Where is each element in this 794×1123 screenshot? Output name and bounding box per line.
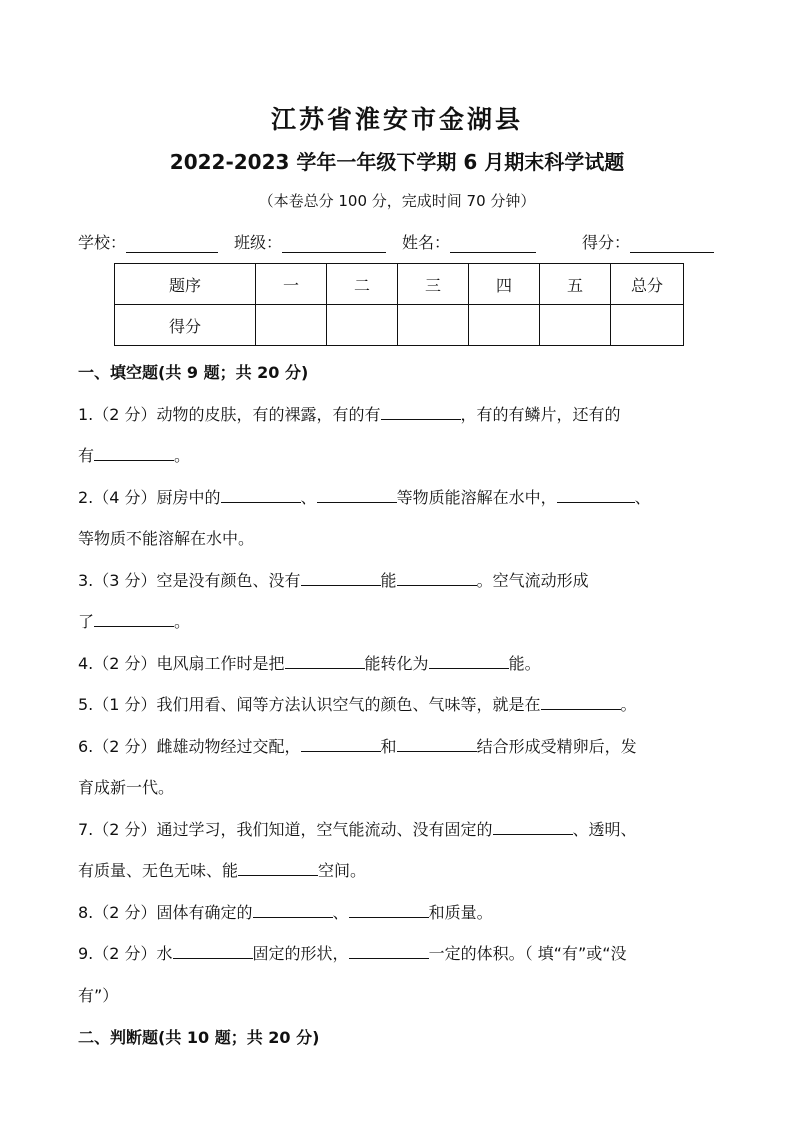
- question-7-cont: [78, 858, 718, 881]
- question-text: 、透明、: [572, 820, 637, 839]
- name-blank[interactable]: [450, 234, 536, 253]
- question-6: [78, 734, 718, 757]
- answer-blank[interactable]: [541, 693, 621, 710]
- question-text: 5.（1 分）我们用看、闻等方法认识空气的颜色、气味等，就是在: [78, 695, 541, 714]
- question-text: 、: [332, 903, 349, 922]
- score-cell[interactable]: [611, 305, 684, 346]
- question-text: 4.（2 分）电风扇工作时是把: [78, 654, 285, 673]
- question-9-cont: [78, 983, 718, 1006]
- answer-blank[interactable]: [285, 652, 365, 669]
- exam-title-region: 江苏省淮安市金湖县: [270, 105, 523, 134]
- section-title-true-false: 二、判断题(共 10 题；共 20 分): [78, 1028, 320, 1047]
- score-table-score-row: [115, 305, 684, 346]
- name-field[interactable]: [402, 230, 536, 253]
- question-text: 和质量。: [428, 903, 493, 922]
- question-text: 等物质能溶解在水中，: [396, 488, 557, 507]
- question-9: [78, 941, 718, 964]
- table-cell: 三: [398, 264, 469, 305]
- class-field[interactable]: [234, 230, 386, 253]
- question-text: 、: [634, 488, 651, 507]
- answer-blank[interactable]: [173, 942, 253, 959]
- answer-blank[interactable]: [493, 818, 573, 835]
- question-7: [78, 817, 718, 840]
- question-2-cont: [78, 526, 718, 549]
- question-text: 2.（4 分）厨房中的: [78, 488, 221, 507]
- table-cell: 得分: [115, 305, 256, 346]
- answer-blank[interactable]: [429, 652, 509, 669]
- question-text: 有”）: [78, 986, 119, 1005]
- table-cell: 五: [540, 264, 611, 305]
- table-cell: 总分: [611, 264, 684, 305]
- question-1: [78, 402, 718, 425]
- answer-blank[interactable]: [557, 486, 635, 503]
- question-text: 有: [78, 446, 95, 465]
- class-blank[interactable]: [282, 234, 386, 253]
- question-3: [78, 568, 718, 591]
- question-text: 能: [380, 571, 397, 590]
- question-5: [78, 692, 718, 715]
- school-field[interactable]: [78, 230, 218, 253]
- name-label: 姓名：: [402, 233, 451, 252]
- score-cell[interactable]: [327, 305, 398, 346]
- table-cell: 题序: [115, 264, 256, 305]
- table-cell: 二: [327, 264, 398, 305]
- score-label: 得分：: [582, 233, 631, 252]
- table-cell: 四: [469, 264, 540, 305]
- question-text: 育成新一代。: [78, 778, 175, 797]
- score-cell[interactable]: [398, 305, 469, 346]
- question-text: 。: [174, 446, 191, 465]
- question-3-cont: [78, 609, 718, 632]
- score-cell[interactable]: [540, 305, 611, 346]
- question-text: 。: [174, 612, 191, 631]
- question-text: 。: [620, 695, 637, 714]
- question-text: 3.（3 分）空是没有颜色、没有: [78, 571, 301, 590]
- question-2: [78, 485, 718, 508]
- score-cell[interactable]: [469, 305, 540, 346]
- question-text: 固定的形状，: [252, 944, 349, 963]
- question-4: [78, 651, 718, 674]
- question-8: [78, 900, 718, 923]
- table-cell: 一: [256, 264, 327, 305]
- answer-blank[interactable]: [94, 444, 174, 461]
- question-text: 和: [380, 737, 397, 756]
- answer-blank[interactable]: [221, 486, 301, 503]
- question-text: 8.（2 分）固体有确定的: [78, 903, 253, 922]
- question-text: 一定的体积。（ 填“有”或“没: [428, 944, 627, 963]
- question-text: 。空气流动形成: [476, 571, 589, 590]
- question-text: 7.（2 分）通过学习，我们知道，空气能流动、没有固定的: [78, 820, 493, 839]
- answer-blank[interactable]: [301, 735, 381, 752]
- score-cell[interactable]: [256, 305, 327, 346]
- score-field[interactable]: [582, 230, 714, 253]
- answer-blank[interactable]: [253, 901, 333, 918]
- answer-blank[interactable]: [94, 610, 174, 627]
- question-text: 6.（2 分）雌雄动物经过交配，: [78, 737, 301, 756]
- question-1-cont: [78, 443, 718, 466]
- score-table-header-row: [115, 264, 684, 305]
- answer-blank[interactable]: [349, 901, 429, 918]
- answer-blank[interactable]: [301, 569, 381, 586]
- class-label: 班级：: [234, 233, 283, 252]
- question-6-cont: [78, 775, 718, 798]
- answer-blank[interactable]: [238, 859, 318, 876]
- answer-blank[interactable]: [397, 569, 477, 586]
- question-text: 了: [78, 612, 95, 631]
- question-text: 1.（2 分）动物的皮肤，有的裸露，有的有: [78, 405, 381, 424]
- question-text: 结合形成受精卵后，发: [476, 737, 637, 756]
- answer-blank[interactable]: [349, 942, 429, 959]
- question-text: 9.（2 分）水: [78, 944, 173, 963]
- school-label: 学校：: [78, 233, 127, 252]
- score-blank[interactable]: [630, 234, 714, 253]
- question-text: 能。: [508, 654, 541, 673]
- question-text: ，有的有鳞片，还有的: [460, 405, 621, 424]
- section-title-fill-in: 一、填空题(共 9 题；共 20 分): [78, 363, 309, 382]
- exam-title: 2022-2023 学年一年级下学期 6 月期末科学试题: [169, 150, 625, 174]
- exam-subtitle: （本卷总分 100 分，完成时间 70 分钟）: [258, 192, 536, 210]
- score-table: [114, 263, 684, 346]
- school-blank[interactable]: [126, 234, 218, 253]
- question-text: 空间。: [318, 861, 367, 880]
- question-text: 能转化为: [364, 654, 429, 673]
- question-text: 、: [300, 488, 317, 507]
- answer-blank[interactable]: [397, 735, 477, 752]
- question-text: 有质量、无色无味、能: [78, 861, 239, 880]
- answer-blank[interactable]: [381, 403, 461, 420]
- answer-blank[interactable]: [317, 486, 397, 503]
- question-text: 等物质不能溶解在水中。: [78, 529, 255, 548]
